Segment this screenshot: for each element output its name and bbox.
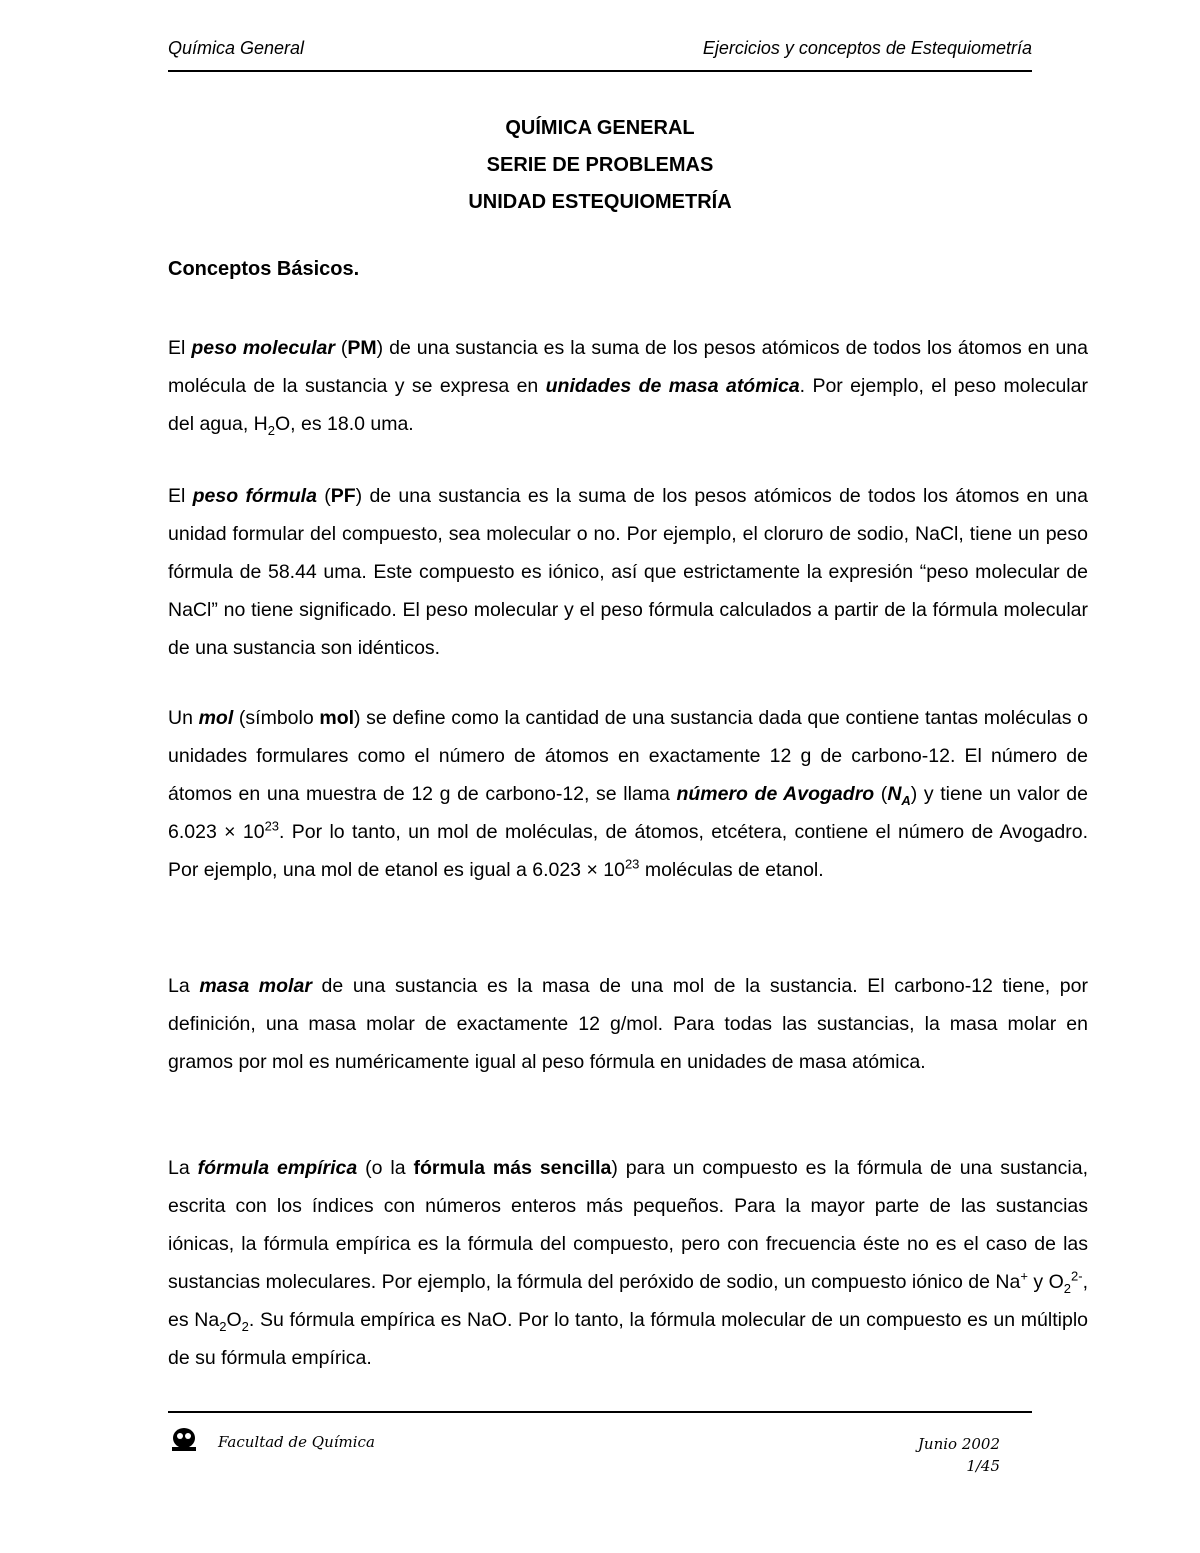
title-line-3: UNIDAD ESTEQUIOMETRÍA [468, 191, 732, 213]
footer-faculty: Facultad de Química [218, 1433, 375, 1451]
footer-meta [880, 1433, 1000, 1477]
footer-date: Junio 2002 [917, 1435, 1000, 1453]
paragraph-peso-molecular: El peso molecular (PM) de una sustancia es la suma de los pesos atómicos de todos los átomos en una molécula de la sustancia y se expresa en unidades de masa atómica. Por ejemplo, el peso molecular del agua, $H_2O$, es 18.0 uma. [168, 337, 1088, 438]
page-number: 1/45 [966, 1457, 1000, 1475]
header-right: Ejercicios y conceptos de Estequiometría [702, 38, 1032, 58]
header-rule [168, 70, 1032, 72]
term-masa-molar: masa molar [199, 975, 312, 997]
section-heading: Conceptos Básicos. [168, 258, 360, 280]
paragraph-mol: Un mol (símbolo mol) se define como la cantidad de una sustancia dada que contiene tantas moléculas o unidades formulares como el número de átomos en exactamente 12 g de carbono-12. El número de átomos en una muestra de 12 g de carbono-12, se llama número de Avogadro $(N_A)$ y tiene un valor de $6.023 \times 10^{23}$. Por lo tanto, un mol de moléculas, de átomos, etcétera, contiene el número de Avogadro. Por ejemplo, una mol de etanol es igual a $6.023 \times 10^{23}$ moléculas de etanol. [168, 707, 1089, 881]
term-peso-formula: peso fórmula [192, 485, 317, 507]
term-mol: mol [198, 707, 234, 729]
term-numero-avogadro: número de Avogadro [676, 783, 875, 805]
faculty-logo-icon [170, 1426, 198, 1457]
title-block [168, 110, 1032, 221]
term-formula-empirica: fórmula empírica [197, 1157, 358, 1179]
footer-rule [168, 1411, 1032, 1413]
term-unidades-masa-atomica: unidades de masa atómica [545, 375, 800, 397]
term-peso-molecular: peso molecular [191, 337, 335, 359]
page-header [168, 38, 1032, 59]
term-formula-mas-sencilla: fórmula más sencilla [413, 1157, 612, 1179]
title-line-1: QUÍMICA GENERAL [505, 117, 695, 139]
paragraph-formula-empirica: La fórmula empírica (o la fórmula más sencilla) para un compuesto es la fórmula de una sustancia, escrita con los índices con números enteros más pequeños. Para la mayor parte de las sustancias iónicas, la fórmula empírica es la fórmula del compuesto, pero con frecuencia éste no es el caso de las sustancias moleculares. Por ejemplo, la fórmula del peróxido de sodio, un compuesto iónico de Na+ y $O_2^{2-}$, es $Na_2O_2$. Su fórmula empírica es NaO. Por lo tanto, la fórmula molecular de un compuesto es un múltiplo de su fórmula empírica. [168, 1157, 1088, 1369]
header-left: Química General [168, 38, 305, 58]
paragraph-peso-formula: El peso fórmula (PF) de una sustancia es la suma de los pesos atómicos de todos los átomos en una unidad formular del compuesto, sea molecular o no. Por ejemplo, el cloruro de sodio, NaCl, tiene un peso fórmula de 58.44 uma. Este compuesto es iónico, así que estrictamente la expresión “peso molecular de NaCl” no tiene significado. El peso molecular y el peso fórmula calculados a partir de la fórmula molecular de una sustancia son idénticos. [168, 485, 1089, 659]
title-line-2: SERIE DE PROBLEMAS [486, 154, 714, 176]
paragraph-masa-molar: La masa molar de una sustancia es la masa de una mol de la sustancia. El carbono-12 tiene, por definición, una masa molar de exactamente 12 g/mol. Para todas las sustancias, la masa molar en gramos por mol es numéricamente igual al peso fórmula en unidades de masa atómica. [168, 975, 1088, 1073]
